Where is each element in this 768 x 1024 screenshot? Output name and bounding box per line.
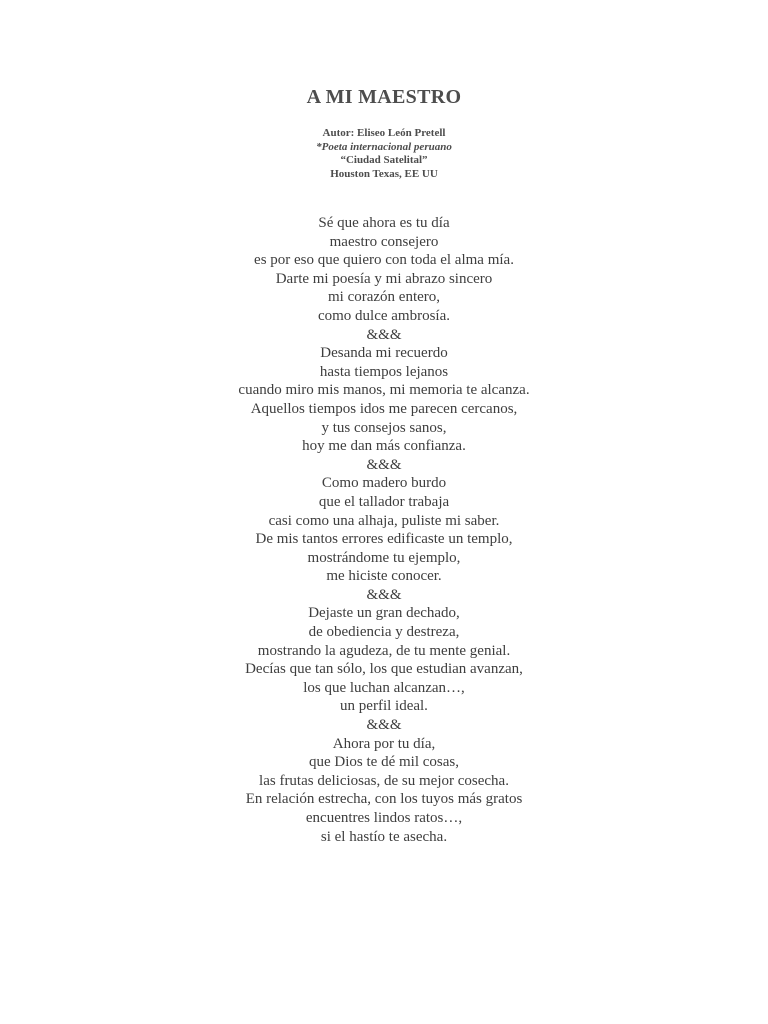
poem-line: cuando miro mis manos, mi memoria te alcanza.	[238, 382, 530, 399]
byline-location: Houston Texas, EE UU	[330, 167, 438, 180]
poem-line: de obediencia y destreza,	[308, 624, 460, 641]
poem-line: un perfil ideal.	[340, 698, 428, 715]
poem-line: hoy me dan más confianza.	[302, 438, 466, 455]
poem-line: mostrando la agudeza, de tu mente genial.	[257, 642, 511, 659]
poem-line: si el hastío te asecha.	[320, 828, 448, 845]
poem-line: Aquellos tiempos idos me parecen cercanos,	[250, 400, 518, 417]
byline-city: “Ciudad Satelital”	[340, 154, 428, 166]
poem-line: maestro consejero	[329, 233, 439, 250]
poem-title: A MI MAESTRO	[306, 86, 462, 108]
poem-line: que Dios te dé mil cosas,	[309, 754, 459, 771]
poem-line: como dulce ambrosía.	[317, 307, 451, 324]
stanza-separator: &&&	[366, 326, 402, 343]
poem-line: De mis tantos errores edificaste un templo,	[255, 531, 513, 548]
poem-line: Desanda mi recuerdo	[320, 345, 448, 362]
poem-line: Como madero burdo	[321, 475, 447, 492]
poem-line: encuentres lindos ratos…,	[305, 810, 463, 826]
poem-line: Decías que tan sólo, los que estudian avanzan,	[245, 661, 523, 678]
poem-line: Dejaste un gran dechado,	[308, 605, 460, 622]
byline-description: *Poeta internacional peruano	[316, 140, 452, 153]
byline-author: Autor: Eliseo León Pretell	[322, 127, 446, 139]
poem-line: es por eso que quiero con toda el alma mía.	[254, 252, 514, 269]
poem-line: mostrándome tu ejemplo,	[307, 549, 461, 566]
poem-line: casi como una alhaja, puliste mi saber.	[268, 512, 500, 529]
stanza-separator: &&&	[366, 456, 402, 473]
stanza-separator: &&&	[366, 717, 402, 734]
poem-line: Sé que ahora es tu día	[318, 215, 450, 231]
poem-line: Ahora por tu día,	[332, 735, 436, 752]
poem-line: y tus consejos sanos,	[321, 419, 447, 436]
poem-line: En relación estrecha, con los tuyos más gratos	[245, 791, 523, 808]
poem-line: Darte mi poesía y mi abrazo sincero	[275, 270, 493, 287]
stanza-separator: &&&	[366, 586, 402, 603]
poem-line: hasta tiempos lejanos	[319, 363, 449, 380]
poem-body	[0, 214, 768, 846]
poem-line: que el tallador trabaja	[318, 493, 450, 510]
author-byline	[0, 127, 768, 181]
poem-line: me hiciste conocer.	[326, 568, 442, 585]
poem-line: mi corazón entero,	[327, 289, 441, 306]
poem-line: las frutas deliciosas, de su mejor cosecha.	[259, 772, 509, 789]
poem-line: los que luchan alcanzan…,	[303, 679, 465, 696]
